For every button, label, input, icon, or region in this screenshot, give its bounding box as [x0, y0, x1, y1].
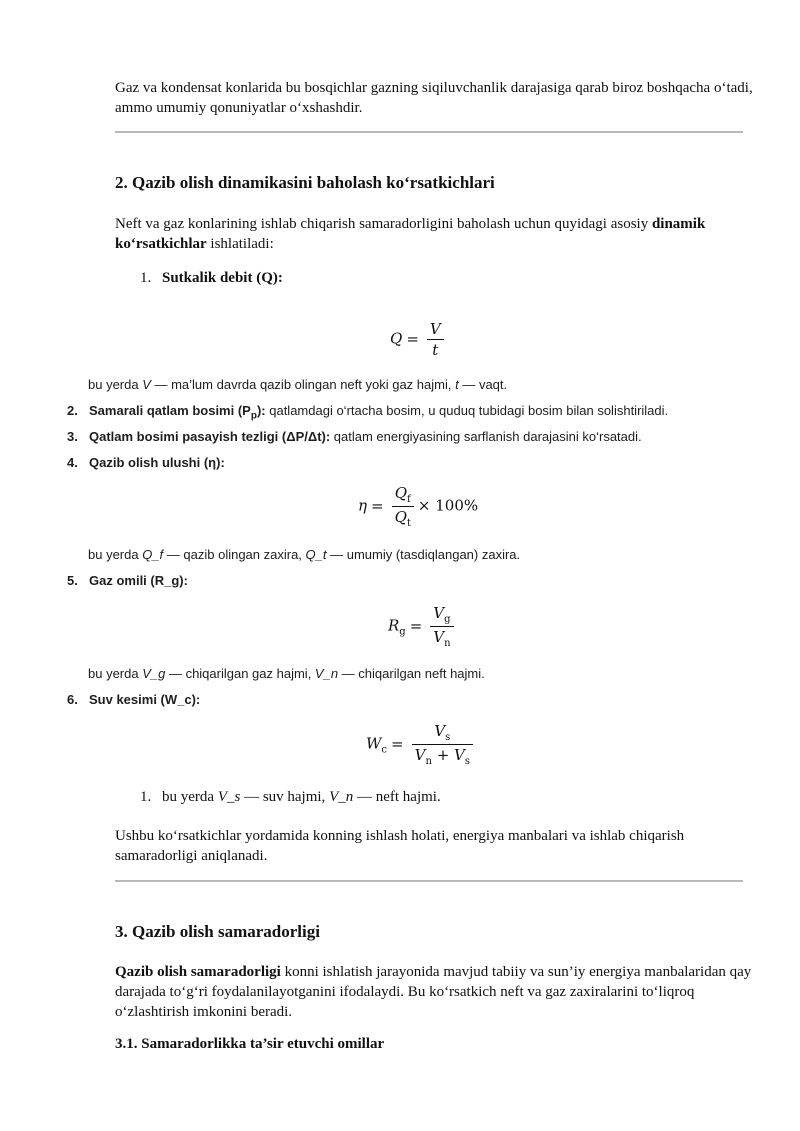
- item2-text: qatlamdagi o‘rtacha bosim, u quduq tubidagi bosim bilan solishtiriladi.: [265, 403, 669, 418]
- item5-number: 5.: [67, 573, 78, 588]
- item3-label: Qatlam bosimi pasayish tezligi (ΔP/Δt):: [89, 429, 331, 444]
- where4-b: — qazib olingan zaxira,: [163, 547, 306, 562]
- where6-a: bu yerda: [162, 789, 218, 805]
- where6-vn: V_n: [329, 789, 354, 805]
- where5-text: [88, 665, 485, 683]
- section3-heading: 3. Qazib olish samaradorligi: [115, 922, 320, 941]
- item5: [67, 572, 188, 590]
- where5-vn: V_n: [314, 666, 339, 681]
- section2-closing: Ushbu ko‘rsatkichlar yordamida konning ishlash holati, energiya manbalari va ishlab chiqarish samaradorligi aniqlanadi.: [115, 828, 685, 864]
- where6-number: 1.: [140, 789, 152, 805]
- section3-paragraph: [115, 962, 755, 1022]
- section3-para-rest: konni ishlatish jarayonida mavjud tabiiy va sun’iy energiya manbalaridan qay darajada to‘g‘ri foydalanilayotganini ifodalaydi. Bu ko‘rsatkich neft va gaz zaxiralarini to‘liqroq o‘zlashtirish imkonini beradi.: [115, 964, 752, 1020]
- formula6-lhs-sub: c: [381, 744, 388, 756]
- where4-a: bu yerda: [88, 547, 143, 562]
- formula1-den: t: [432, 341, 439, 359]
- formula5-lhs-sub: g: [399, 626, 406, 638]
- item1-label: Sutkalik debit (Q):: [162, 270, 283, 286]
- formula5-den-sub: n: [444, 638, 451, 649]
- where6-text: [162, 789, 441, 806]
- formula1-lhs: Q: [390, 329, 403, 348]
- where5-a: bu yerda: [88, 666, 143, 681]
- where1-b: — ma’lum davrda qazib olingan neft yoki gaz hajmi,: [150, 377, 456, 392]
- formula5-num: V: [433, 604, 445, 622]
- where4-text: [88, 546, 520, 564]
- formula-daily-rate: Q = $\frac{V}{t}$: [390, 320, 448, 359]
- formula5-den: V: [433, 628, 445, 646]
- section2-intro: [115, 214, 755, 254]
- formula6-lhs: W: [366, 734, 382, 753]
- where6-c: — neft hajmi.: [353, 789, 441, 805]
- item6-label: Suv kesimi (W_c):: [89, 692, 201, 707]
- formula5-num-sub: g: [444, 614, 451, 625]
- section2-intro-end: ishlatiladi:: [206, 236, 274, 252]
- item3-number: 3.: [67, 429, 78, 444]
- item2-number: 2.: [67, 403, 78, 418]
- formula6-num-sub: s: [445, 732, 451, 743]
- formula6-den-a: V: [414, 746, 426, 764]
- where4-qf: Q_f: [142, 547, 164, 562]
- item3-text: qatlam energiyasining sarflanish darajasini ko‘rsatadi.: [330, 429, 642, 444]
- section2-heading: 2. Qazib olish dinamikasini baholash ko‘rsatkichlari: [115, 173, 495, 192]
- where1-text: [88, 376, 507, 394]
- item2: [67, 402, 668, 426]
- where1-a: bu yerda: [88, 377, 143, 392]
- item4-number: 4.: [67, 455, 78, 470]
- where1-c: — vaqt.: [458, 377, 508, 392]
- formula4-num: Q: [394, 484, 408, 502]
- formula4-tail: × 100%: [417, 496, 479, 515]
- where5-c: — chiqarilgan neft hajmi.: [338, 666, 485, 681]
- formula1-num: V: [429, 320, 441, 338]
- where1-t: t: [455, 377, 459, 392]
- where6-b: — suv hajmi,: [240, 789, 330, 805]
- formula6-num: V: [434, 722, 446, 740]
- where4-c: — umumiy (tasdiqlangan) zaxira.: [326, 547, 521, 562]
- section-divider-2: [115, 880, 743, 882]
- formula4-den: Q: [394, 508, 407, 526]
- item4-label: Qazib olish ulushi (η):: [89, 455, 225, 470]
- formula4-den-sub: t: [406, 518, 411, 529]
- item1-number: 1.: [140, 270, 152, 286]
- formula6-den-b-sub: s: [464, 756, 471, 767]
- section-divider: [115, 131, 743, 133]
- formula-water-cut: $W_c$ = $\frac{V_s}{V_n + V_s}$: [366, 722, 477, 767]
- formula5-lhs: R: [388, 616, 400, 635]
- formula6-den-b: V: [454, 746, 465, 764]
- item5-label: Gaz omili (R_g):: [89, 573, 188, 588]
- section2-intro-bold: dinamik ko‘rsatkichlar: [115, 216, 706, 252]
- where6-vs: V_s: [217, 789, 241, 805]
- item2-label: [89, 403, 266, 422]
- formula4-lhs: η: [358, 496, 367, 515]
- formula-gas-factor: $R_g$ = $\frac{V_g}{V_n}$: [388, 604, 458, 649]
- section2-intro-start: Neft va gaz konlarining ishlab chiqarish samaradorligini baholash uchun quyidagi asosiy: [115, 216, 652, 232]
- where5-vg: V_g: [142, 666, 166, 681]
- formula6-den-a-sub: n: [425, 756, 432, 767]
- formula4-num-sub: f: [407, 494, 411, 505]
- where1-v: V: [142, 377, 151, 392]
- formula6-den-plus: +: [436, 746, 450, 764]
- item2-label-sub: p: [250, 410, 257, 422]
- where4-qt: Q_t: [305, 547, 327, 562]
- intro-paragraph: Gaz va kondensat konlarida bu bosqichlar gazning siqiluvchanlik darajasiga qarab biroz boshqacha o‘tadi, ammo umumiy qonuniyatlar o‘xshashdir.: [115, 80, 753, 116]
- section3-subheading: 3.1. Samaradorlikka ta’sir etuvchi omillar: [115, 1036, 385, 1052]
- item4: [67, 454, 225, 472]
- item2-label-b: ):: [256, 403, 266, 418]
- item6-number: 6.: [67, 692, 78, 707]
- item6: [67, 691, 200, 709]
- where5-b: — chiqarilgan gaz hajmi,: [165, 666, 315, 681]
- formula-recovery-ratio: η = $\frac{Q_f}{Q_t}$ × 100%: [358, 484, 479, 529]
- item3: [67, 428, 642, 446]
- item2-label-a: Samarali qatlam bosimi (P: [89, 403, 251, 418]
- section3-para-bold: Qazib olish samaradorligi: [115, 964, 281, 980]
